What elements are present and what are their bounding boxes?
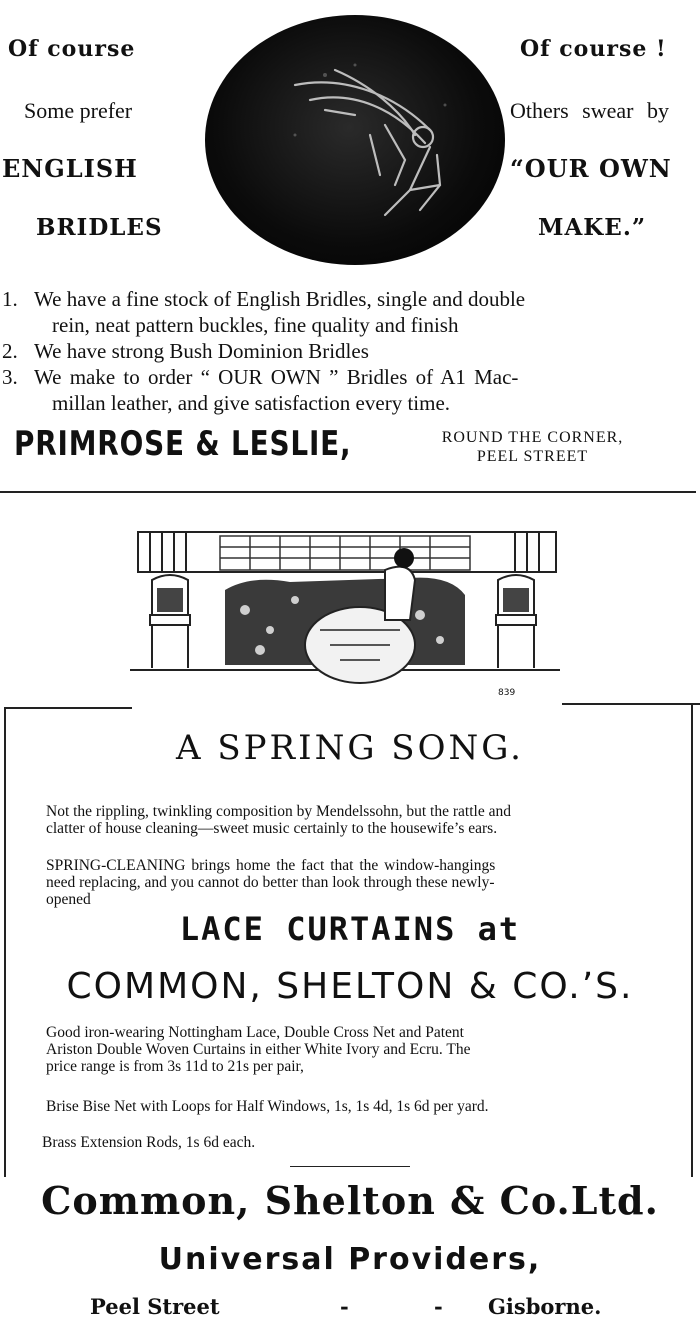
frame-top-right bbox=[562, 703, 700, 705]
paragraph-line: Not the rippling, twinkling composition by Mendelssohn, but the rattle and bbox=[46, 803, 511, 820]
address-line: PEEL STREET bbox=[476, 448, 589, 465]
right-subheading: Others swear by bbox=[510, 98, 669, 123]
left-english: ENGLISH bbox=[2, 154, 138, 183]
paragraph-spring-cleaning bbox=[46, 857, 676, 908]
paragraph-intro bbox=[46, 803, 676, 837]
list-item bbox=[0, 338, 700, 364]
ad-title: A SPRING SONG. bbox=[176, 728, 524, 768]
list-text: We make to order “ OUR OWN ” Bridles of A1 Mac- bbox=[34, 365, 519, 389]
firm-name: PRIMROSE & LESLIE, bbox=[14, 424, 352, 464]
parlour-drawing bbox=[130, 520, 560, 700]
parlour-illustration bbox=[130, 520, 560, 700]
paragraph-line: Good iron-wearing Nottingham Lace, Double Cross Net and Patent bbox=[46, 1024, 464, 1041]
list-text-continued: rein, neat pattern buckles, fine quality and finish bbox=[52, 313, 459, 337]
firm-address bbox=[420, 428, 645, 466]
left-bridles: BRIDLES bbox=[36, 214, 163, 241]
company-name: Common, Shelton & Co.Ltd. bbox=[41, 1178, 659, 1223]
left-heading: Of course bbox=[8, 36, 136, 62]
paragraph-brass-rods: Brass Extension Rods, 1s 6d each. bbox=[42, 1134, 256, 1151]
address-separator: - bbox=[340, 1294, 349, 1319]
list-number: 3. bbox=[2, 365, 18, 389]
right-our-own: “OUR OWN bbox=[510, 154, 672, 183]
street-name: Peel Street bbox=[90, 1294, 220, 1319]
paragraph-line: Ariston Double Woven Curtains in either White Ivory and Ecru. The bbox=[46, 1041, 471, 1058]
paragraph-line: clatter of house cleaning—sweet music certainly to the housewife’s ears. bbox=[46, 820, 498, 837]
list-number: 2. bbox=[2, 339, 18, 363]
town-name: Gisborne. bbox=[488, 1294, 602, 1319]
headline-lace-curtains: LACE CURTAINS at bbox=[179, 910, 521, 948]
list-text: We have strong Bush Dominion Bridles bbox=[34, 339, 369, 363]
list-text-continued: millan leather, and give satisfaction every time. bbox=[52, 391, 451, 415]
paragraph-nottingham-lace bbox=[46, 1024, 676, 1075]
paragraph-line: SPRING-CLEANING brings home the fact that the window-hangings bbox=[46, 857, 496, 874]
frame-top-left bbox=[4, 707, 132, 709]
short-divider bbox=[290, 1166, 410, 1167]
left-subheading: Some prefer bbox=[24, 98, 133, 123]
divider-rule bbox=[0, 491, 696, 493]
address-separator: - bbox=[434, 1294, 443, 1319]
bridle-list bbox=[0, 286, 700, 416]
right-make: MAKE.” bbox=[538, 214, 647, 241]
list-item bbox=[0, 364, 700, 416]
paragraph-line: price range is from 3s 11d to 21s per pair, bbox=[46, 1058, 304, 1075]
headline-store-name: COMMON, SHELTON & CO.’S. bbox=[66, 966, 634, 1007]
list-text: We have a fine stock of English Bridles, single and double bbox=[34, 287, 526, 311]
list-number: 1. bbox=[2, 287, 18, 311]
paragraph-line: need replacing, and you cannot do better than look through these newly- bbox=[46, 874, 495, 891]
company-tagline: Universal Providers, bbox=[158, 1242, 542, 1277]
bridle-drawing bbox=[205, 15, 505, 265]
right-heading: Of course ! bbox=[520, 36, 667, 62]
paragraph-brise-bise: Brise Bise Net with Loops for Half Windows, 1s, 1s 4d, 1s 6d per yard. bbox=[46, 1098, 489, 1115]
list-item bbox=[0, 286, 700, 338]
illustration-number: 839 bbox=[498, 688, 516, 698]
paragraph-line: opened bbox=[46, 891, 91, 908]
bridle-illustration bbox=[205, 15, 505, 265]
address-line: ROUND THE CORNER, bbox=[441, 429, 624, 446]
